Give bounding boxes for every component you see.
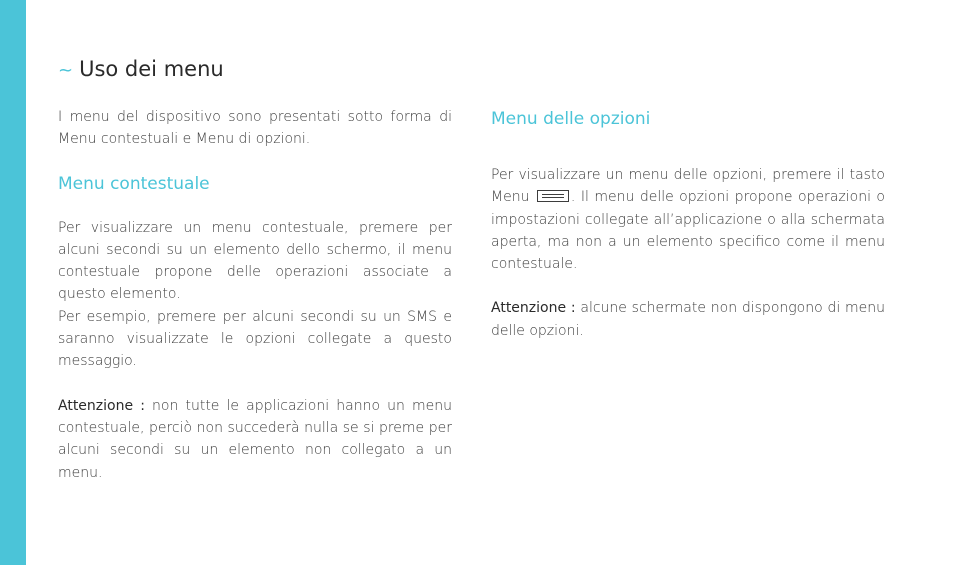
title-text: Uso dei menu [79,57,224,81]
page-title [58,57,224,81]
context-menu-paragraph-2: Per esempio, premere per alcuni secondi su un SMS e saranno visualizzate le opzioni collegate a questo messaggio. [58,308,452,370]
left-column [58,106,452,484]
title-tilde: ~ [58,60,74,81]
options-text-after: . Il menu delle opzioni propone operazioni o impostazioni collegate all’applicazione o alla schermata aperta, ma non a un elemento specifico come il menu contestuale. [491,189,885,273]
menu-key-icon [537,190,569,202]
attention-text: non tutte le applicazioni hanno un menu contestuale, perciò non succederà nulla se si preme per alcuni secondi su un elemento non collegato a un menu. [58,397,452,481]
context-menu-paragraph-1: Per visualizzare un menu contestuale, premere per alcuni secondi su un elemento dello schermo, il menu contestuale propone delle operazioni associate a questo elemento. [58,219,452,303]
options-menu-attention [491,297,885,342]
intro-paragraph: I menu del dispositivo sono presentati sotto forma di Menu contestuali e Menu di opzioni. [58,109,452,148]
options-menu-paragraph [491,164,885,275]
attention-label: Attenzione : [491,300,576,317]
accent-side-bar [0,0,26,565]
attention-label: Attenzione : [58,397,145,414]
options-text-before: Per visualizzare un menu delle opzioni, premere il tasto Menu [491,167,885,206]
attention-text: alcune schermate non dispongono di menu delle opzioni. [491,300,885,339]
options-menu-heading: Menu delle opzioni [491,109,651,129]
context-menu-heading: Menu contestuale [58,173,210,194]
right-column [491,108,885,342]
context-menu-attention [58,395,452,484]
